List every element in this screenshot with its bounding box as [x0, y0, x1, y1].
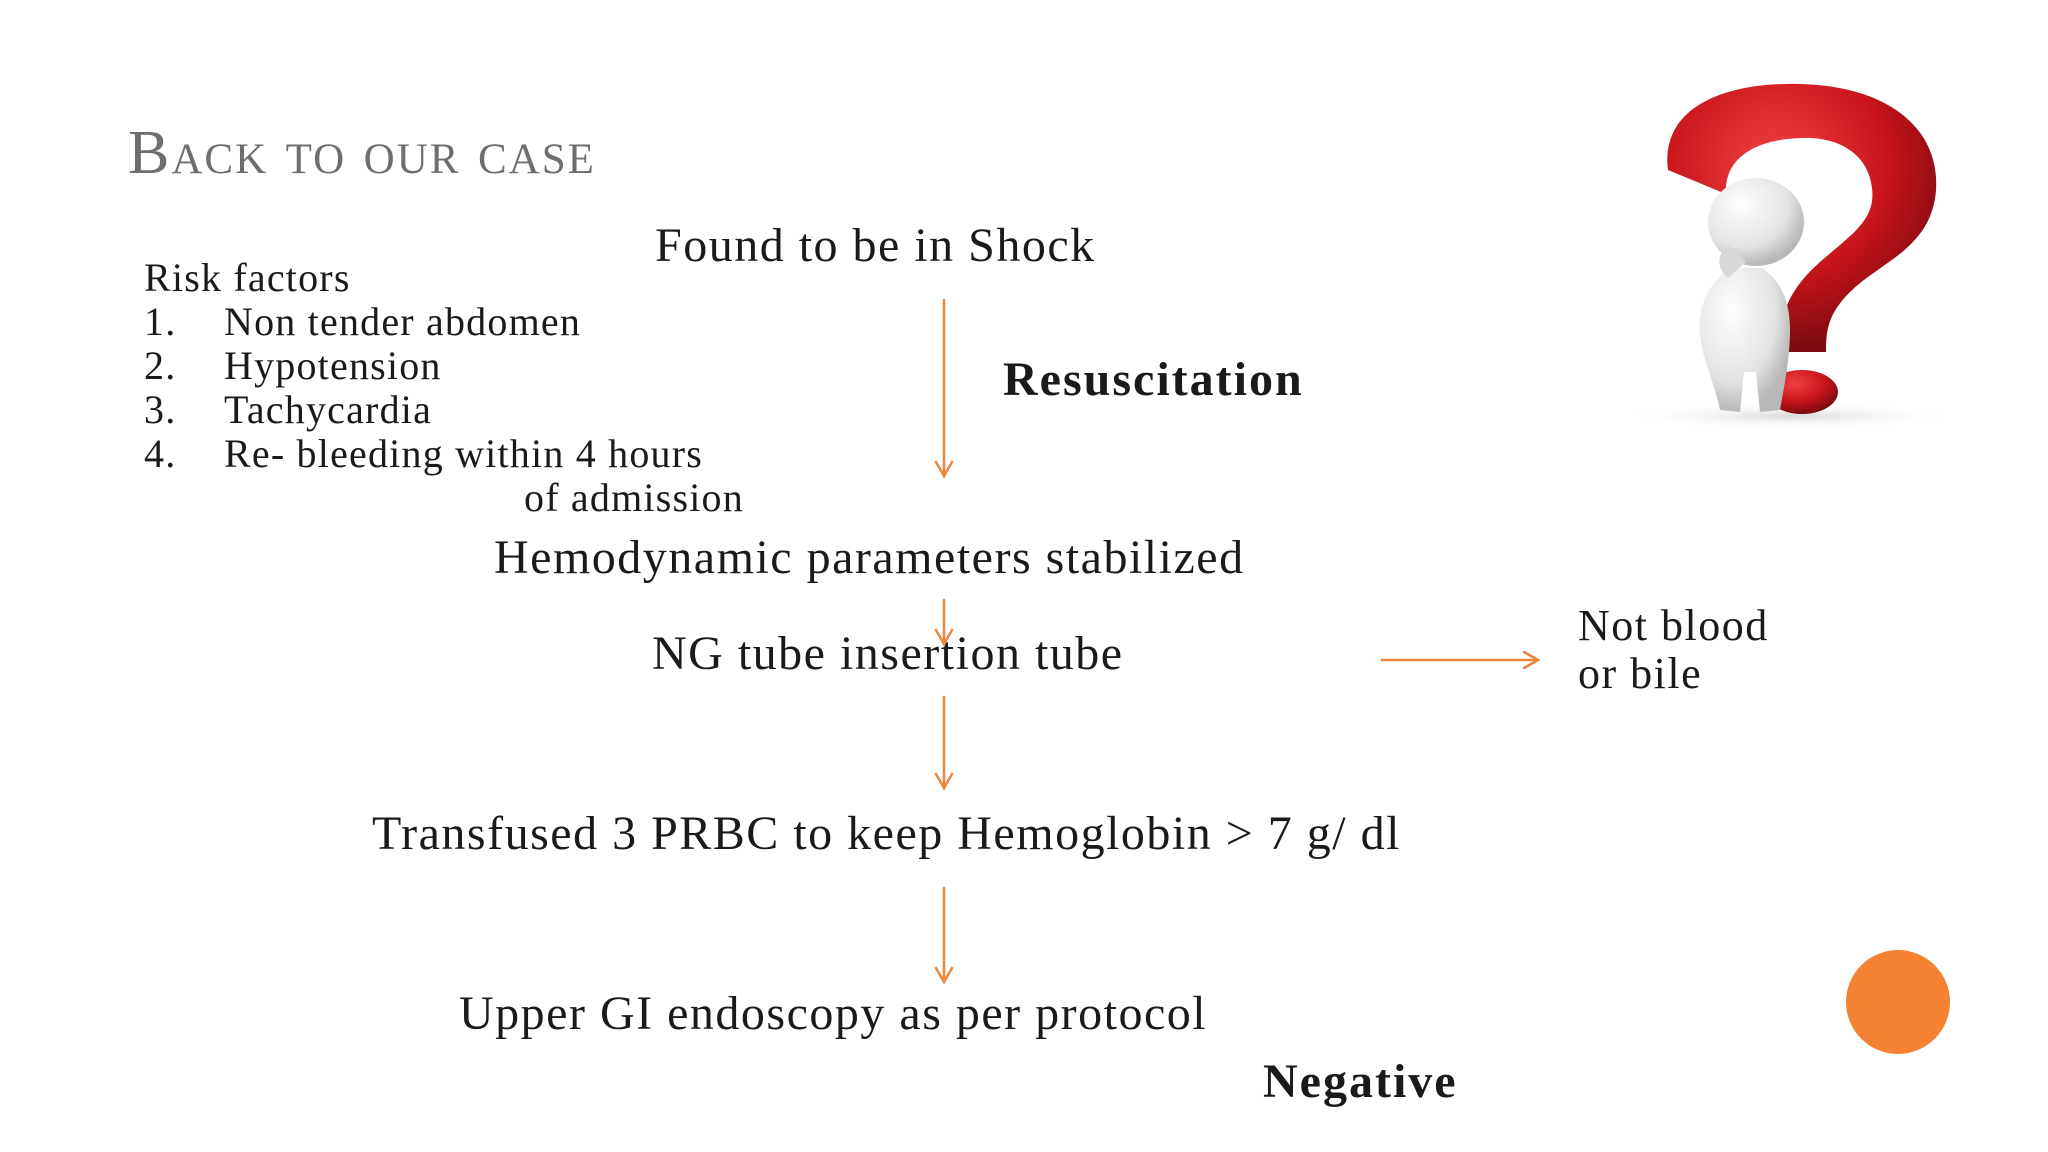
risk-factor-text: Hypotension — [224, 343, 442, 388]
arrow-shock-to-stabilized — [936, 300, 952, 476]
risk-factor-continuation: of admission — [524, 475, 744, 520]
accent-circle-icon — [1846, 950, 1950, 1054]
flow-step-stabilized: Hemodynamic parameters stabilized — [494, 531, 1245, 584]
ng-result-line2: or bile — [1578, 649, 1703, 698]
slide-title: Back to our case — [128, 119, 596, 187]
arrow-stabilized-to-ng — [936, 600, 952, 644]
flow-step-endoscopy: Upper GI endoscopy as per protocol — [459, 987, 1208, 1040]
flow-step-ng-tube: NG tube insertion tube — [652, 627, 1124, 680]
flow-step-resuscitation: Resuscitation — [1003, 353, 1304, 406]
arrow-transfused-to-endoscopy — [936, 888, 952, 982]
risk-factor-number: 3. — [144, 387, 177, 432]
risk-factor-text: Tachycardia — [224, 387, 433, 432]
thinking-figure-icon — [1620, 84, 1960, 430]
flow-step-shock: Found to be in Shock — [655, 219, 1096, 272]
ng-result-line1: Not blood — [1578, 601, 1769, 650]
risk-factor-number: 4. — [144, 431, 177, 476]
risk-factor-number: 1. — [144, 299, 177, 344]
risk-factors-heading: Risk factors — [144, 255, 351, 300]
flow-step-negative: Negative — [1263, 1055, 1458, 1108]
flow-step-transfused: Transfused 3 PRBC to keep Hemoglobin > 7 g/ dl — [372, 807, 1401, 860]
risk-factor-text: Non tender abdomen — [224, 299, 582, 344]
arrow-ng-to-transfused — [936, 697, 952, 788]
arrow-ng-to-result — [1382, 652, 1538, 668]
risk-factor-number: 2. — [144, 343, 177, 388]
risk-factor-text: Re- bleeding within 4 hours — [224, 431, 704, 476]
